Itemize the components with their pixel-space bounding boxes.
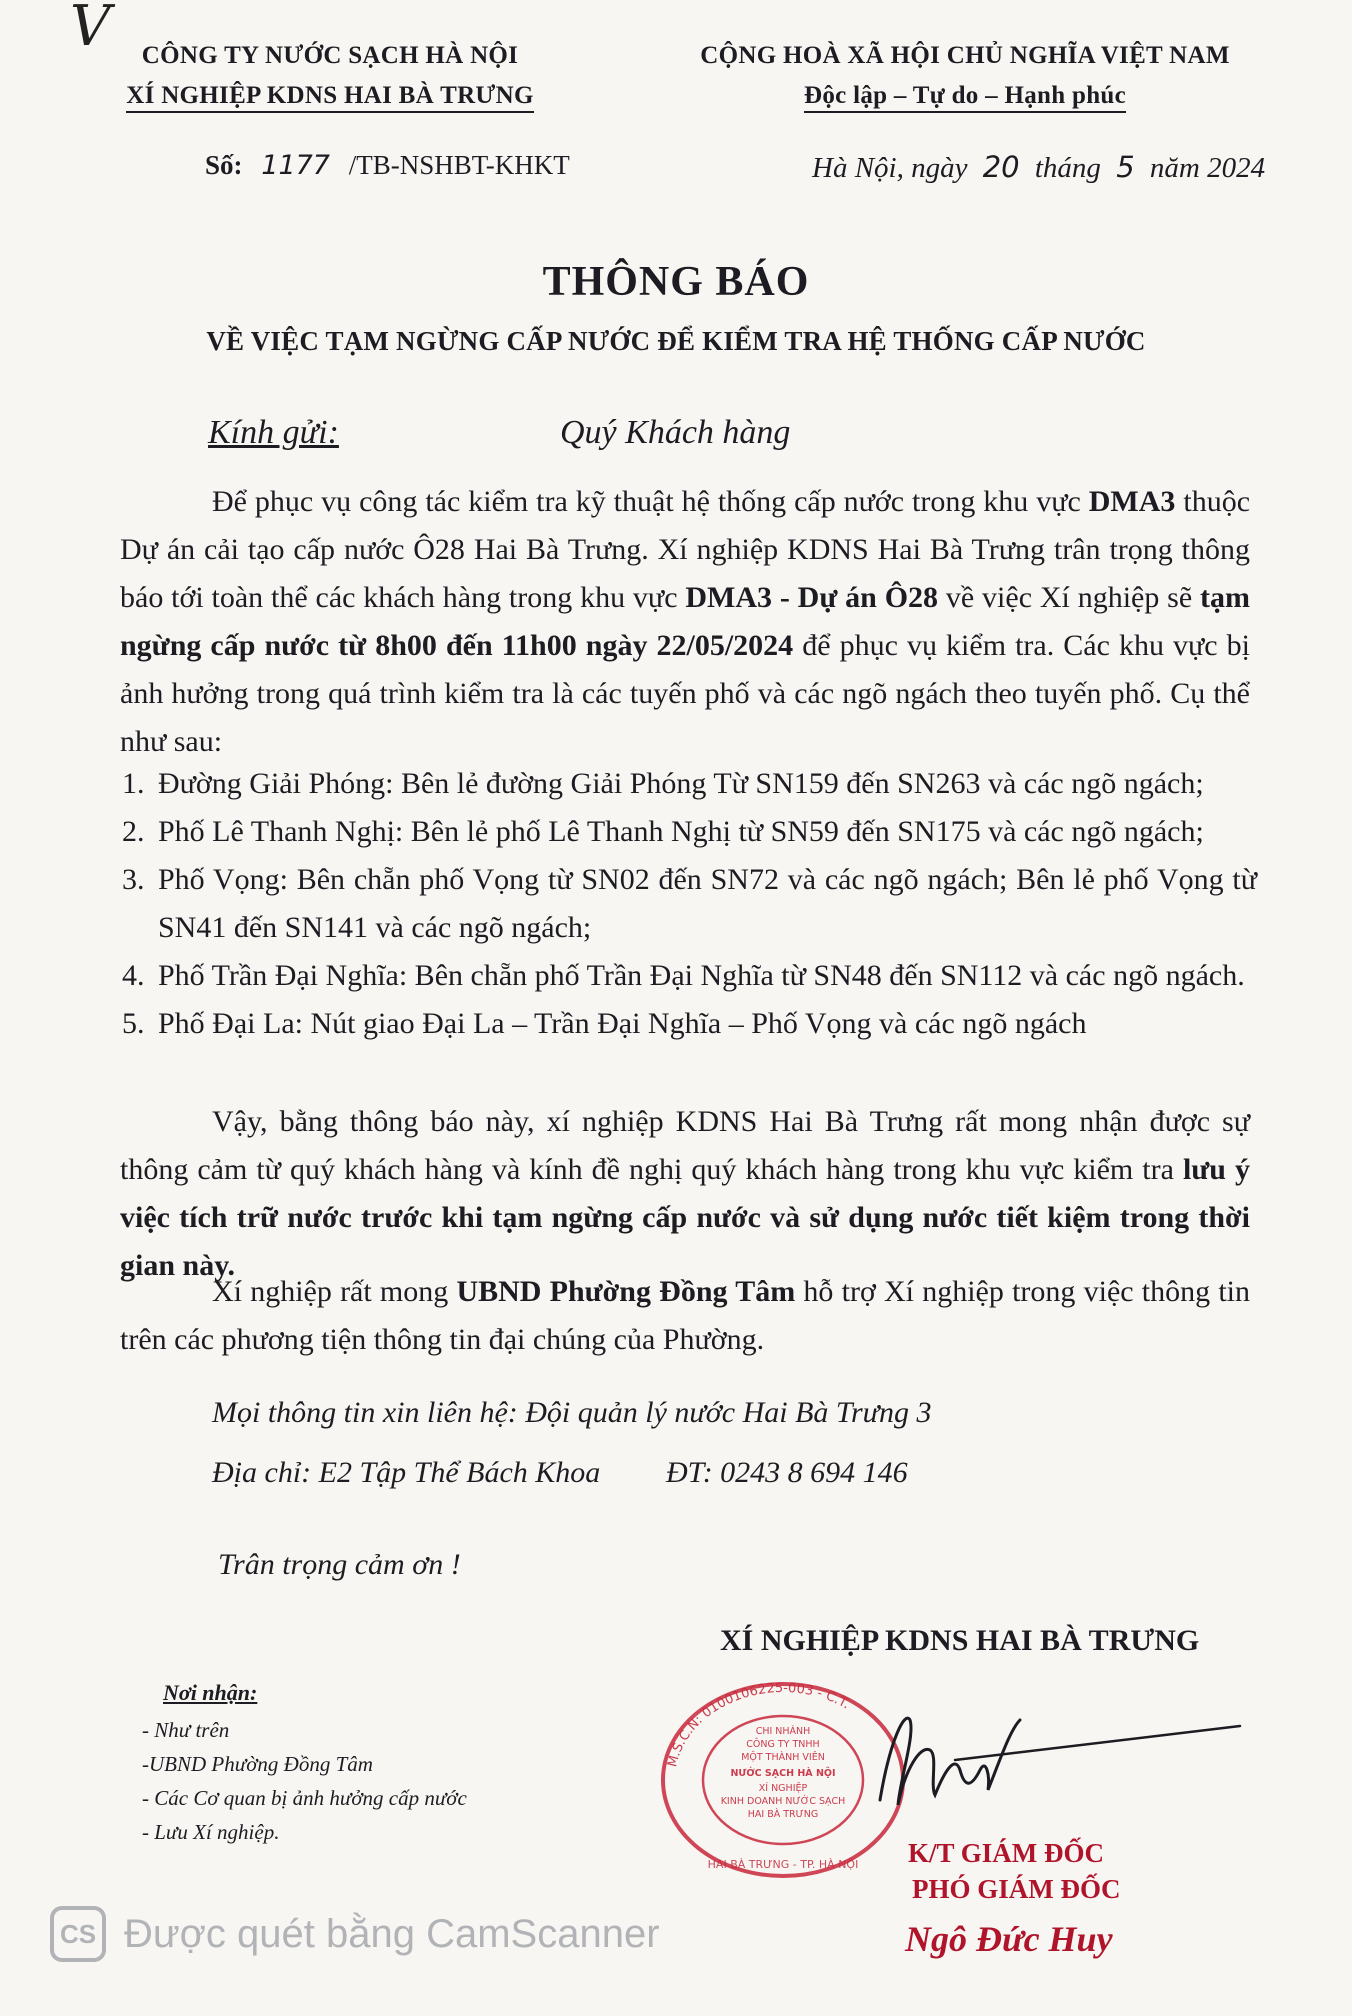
camscanner-logo-icon: CS (50, 1906, 106, 1962)
contact-line: Mọi thông tin xin liên hệ: Đội quản lý nước Hai Bà Trưng 3 (212, 1396, 932, 1429)
national-motto: Độc lập – Tự do – Hạnh phúc (665, 82, 1265, 110)
stamp-ring-text: M.S.C.N: 0100106225-003 - C.T. (665, 1680, 853, 1769)
list-item: 1. Đường Giải Phóng: Bên lẻ đường Giải Phóng Từ SN159 đến SN263 và các ngõ ngách; (122, 767, 1204, 800)
support-paragraph: Xí nghiệp rất mong UBND Phường Đồng Tâm hỗ trợ Xí nghiệp trong việc thông tin trên các phương tiện thông tin đại chúng của Phường. (120, 1275, 1250, 1356)
stamp-line: KINH DOANH NƯỚC SẠCH (720, 1796, 846, 1807)
greeting-label: Kính gửi: (208, 414, 339, 451)
stamp-line: MỘT THÀNH VIÊN (741, 1752, 825, 1763)
recipient-item: - Lưu Xí nghiệp. (142, 1820, 280, 1844)
corner-mark: V (70, 0, 111, 59)
thanks-line: Trân trọng cảm ơn ! (218, 1548, 461, 1581)
greeting-recipient: Quý Khách hàng (560, 414, 791, 451)
stamp-line: HAI BÀ TRƯNG (747, 1809, 819, 1820)
contact-address: Địa chỉ: E2 Tập Thể Bách Khoa (212, 1456, 601, 1489)
stamp-line: XÍ NGHIỆP (758, 1783, 808, 1794)
signature-role-2: PHÓ GIÁM ĐỐC (912, 1874, 1121, 1904)
document-subtitle: VỀ VIỆC TẠM NGỪNG CẤP NƯỚC ĐỂ KIỂM TRA HỆ THỐNG CẤP NƯỚC (206, 326, 1146, 356)
recipient-item: -UBND Phường Đồng Tâm (142, 1752, 373, 1776)
signature-role-1: K/T GIÁM ĐỐC (908, 1838, 1105, 1868)
watermark-text: Được quét bằng CamScanner (124, 1911, 660, 1956)
closing-paragraph: Vậy, bằng thông báo này, xí nghiệp KDNS Hai Bà Trưng rất mong nhận được sự thông cảm từ quý khách hàng và kính đề nghị quý khách hàng trong khu vực kiểm tra lưu ý việc tích trữ nước trước khi tạm ngừng cấp nước và sử dụng nước tiết kiệm trong thời gian này. (120, 1105, 1250, 1282)
stamp-line: CÔNG TY TNHH (746, 1739, 820, 1750)
document-number: Số: 1177 /TB-NSHBT-KHKT (205, 150, 570, 181)
country-name: CỘNG HOÀ XÃ HỘI CHỦ NGHĨA VIỆT NAM (700, 42, 1230, 69)
intro-paragraph: Để phục vụ công tác kiểm tra kỹ thuật hệ thống cấp nước trong khu vực DMA3 thuộc Dự án cải tạo cấp nước Ô28 Hai Bà Trưng. Xí nghiệp KDNS Hai Bà Trưng trân trọng thông báo tới toàn thể các khách hàng trong khu vực DMA3 - Dự án Ô28 về việc Xí nghiệp sẽ tạm ngừng cấp nước từ 8h00 đến 11h00 ngày 22/05/2024 để phục vụ kiểm tra. Các khu vực bị ảnh hưởng trong quá trình kiểm tra là các tuyến phố và các ngõ ngách theo tuyến phố. Cụ thể như sau: (120, 485, 1251, 758)
affected-areas-list (122, 760, 1257, 1048)
contact-phone: ĐT: 0243 8 694 146 (666, 1456, 908, 1489)
document-title: THÔNG BÁO (542, 259, 810, 305)
list-item: 2. Phố Lê Thanh Nghị: Bên lẻ phố Lê Thanh Nghị từ SN59 đến SN175 và các ngõ ngách; (122, 815, 1204, 848)
list-item: 4. Phố Trần Đại Nghĩa: Bên chẵn phố Trần Đại Nghĩa từ SN48 đến SN112 và các ngõ ngách. (122, 959, 1245, 992)
camscanner-watermark (50, 1902, 660, 1966)
recipients-title: Nơi nhận: (163, 1680, 258, 1705)
recipient-item: - Như trên (142, 1718, 230, 1742)
company-name: CÔNG TY NƯỚC SẠCH HÀ NỘI (141, 42, 519, 69)
list-item: 3. Phố Vọng: Bên chẵn phố Vọng từ SN02 đến SN72 và các ngõ ngách; Bên lẻ phố Vọng từ SN41 đến SN141 và các ngõ ngách; (122, 863, 1257, 944)
signature-org: XÍ NGHIỆP KDNS HAI BÀ TRƯNG (720, 1624, 1200, 1657)
stamp-line: CHI NHÁNH (755, 1726, 811, 1737)
issue-date: Hà Nội, ngày 20 tháng 5 năm 2024 (812, 150, 1266, 184)
list-item: 5. Phố Đại La: Nút giao Đại La – Trần Đại Nghĩa – Phố Vọng và các ngõ ngách (122, 1007, 1087, 1040)
enterprise-name: XÍ NGHIỆP KDNS HAI BÀ TRƯNG (110, 82, 550, 110)
signatory-name: Ngô Đức Huy (905, 1919, 1113, 1959)
recipient-item: - Các Cơ quan bị ảnh hưởng cấp nước (142, 1786, 467, 1810)
stamp-line: NƯỚC SẠCH HÀ NỘI (730, 1768, 836, 1779)
handwritten-signature (860, 1700, 1260, 1830)
stamp-bottom-text: HAI BÀ TRƯNG - TP. HÀ NỘI (707, 1858, 859, 1871)
